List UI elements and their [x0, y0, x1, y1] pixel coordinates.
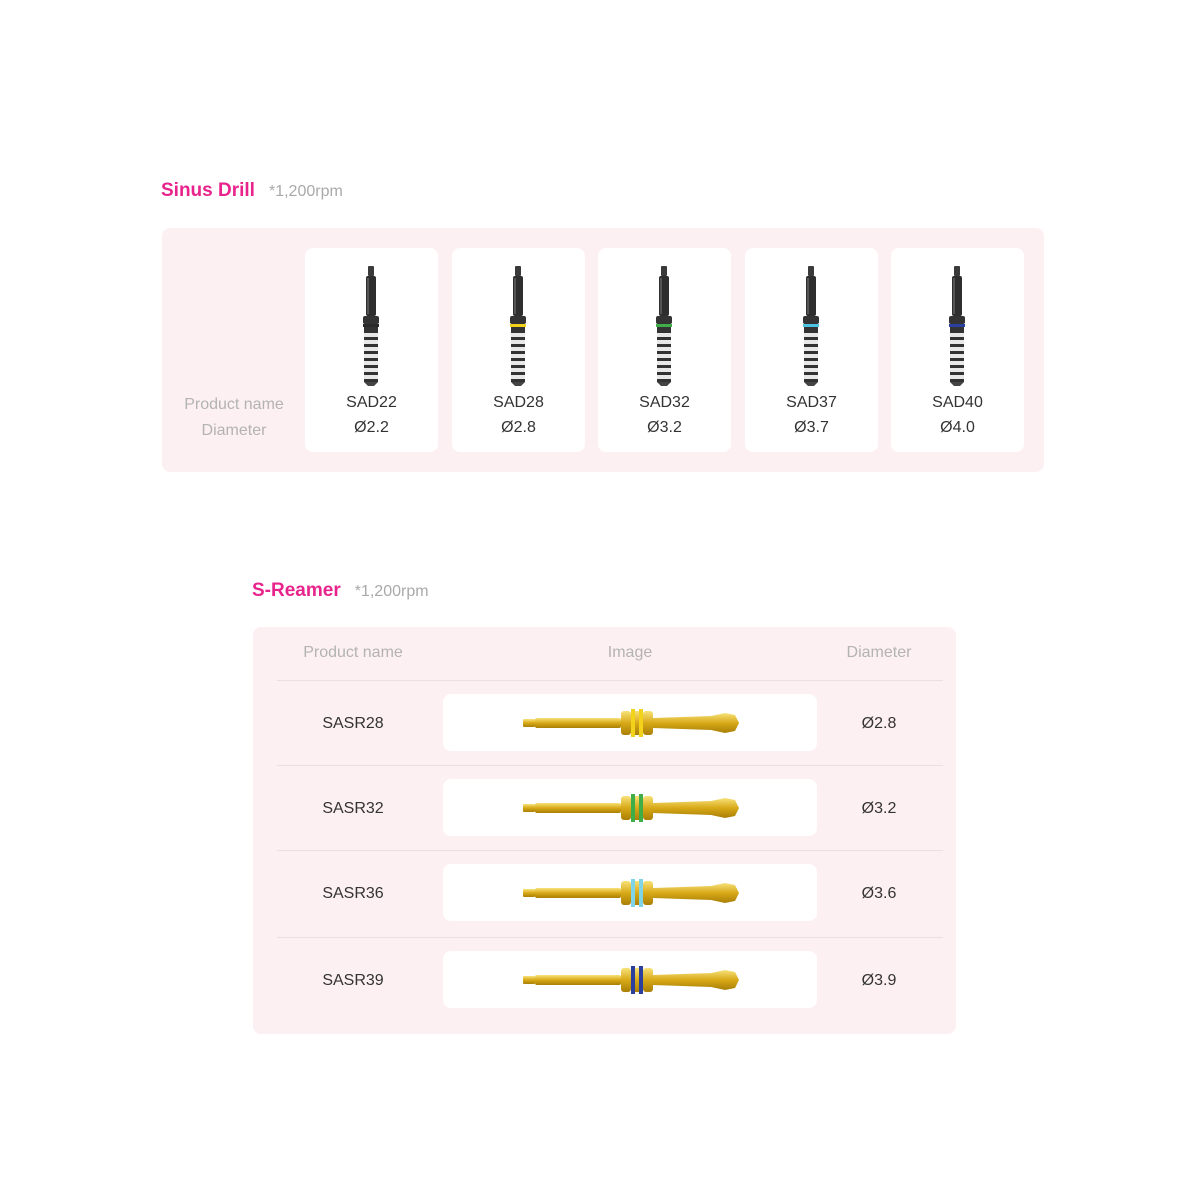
- image-cell: [443, 864, 817, 921]
- sinus-drill-title: [161, 180, 343, 202]
- product-name: SAD28: [493, 394, 544, 411]
- header-diameter: Diameter: [846, 644, 912, 661]
- drill-image: [503, 266, 533, 386]
- product-diameter: Ø3.2: [861, 800, 897, 817]
- diameter-label: Diameter: [201, 422, 267, 439]
- sinus-drill-table: [162, 228, 1044, 472]
- product-diameter: Ø3.6: [861, 885, 897, 902]
- product-diameter: Ø3.9: [861, 972, 897, 989]
- drill-image: [942, 266, 972, 386]
- product-name: SASR32: [322, 800, 384, 817]
- product-name: SASR36: [322, 885, 384, 902]
- drill-card: [598, 248, 731, 452]
- product-diameter: Ø2.2: [354, 419, 389, 436]
- drill-card: [745, 248, 878, 452]
- drill-card: [305, 248, 438, 452]
- table-row: [277, 680, 943, 766]
- product-name: SAD37: [786, 394, 837, 411]
- product-name: SASR39: [322, 972, 384, 989]
- rpm-note: *1,200rpm: [268, 183, 343, 200]
- product-name-label: Product name: [184, 396, 284, 413]
- table-row: [277, 850, 943, 936]
- drill-image: [796, 266, 826, 386]
- image-cell: [443, 779, 817, 836]
- product-name: SAD32: [639, 394, 690, 411]
- product-name: SASR28: [322, 715, 384, 732]
- drill-image: [649, 266, 679, 386]
- product-name: SAD40: [932, 394, 983, 411]
- header-image: Image: [607, 644, 653, 661]
- product-diameter: Ø2.8: [861, 715, 897, 732]
- product-diameter: Ø3.2: [647, 419, 682, 436]
- image-cell: [443, 951, 817, 1008]
- product-diameter: Ø3.7: [794, 419, 829, 436]
- section-heading: S-Reamer: [252, 580, 341, 601]
- drill-image: [356, 266, 386, 386]
- s-reamer-table: [253, 627, 956, 1034]
- reamer-image: [521, 790, 741, 826]
- rpm-note: *1,200rpm: [354, 583, 429, 600]
- drill-card: [452, 248, 585, 452]
- product-diameter: Ø2.8: [501, 419, 536, 436]
- product-diameter: Ø4.0: [940, 419, 975, 436]
- reamer-image: [521, 962, 741, 998]
- table-header: [253, 644, 956, 664]
- table-row: [277, 937, 943, 1023]
- drill-card: [891, 248, 1024, 452]
- image-cell: [443, 694, 817, 751]
- reamer-image: [521, 705, 741, 741]
- header-product-name: Product name: [303, 644, 403, 661]
- row-labels: [162, 392, 306, 444]
- table-row: [277, 765, 943, 851]
- reamer-image: [521, 875, 741, 911]
- section-heading: Sinus Drill: [161, 180, 255, 201]
- s-reamer-title: [252, 580, 429, 602]
- product-name: SAD22: [346, 394, 397, 411]
